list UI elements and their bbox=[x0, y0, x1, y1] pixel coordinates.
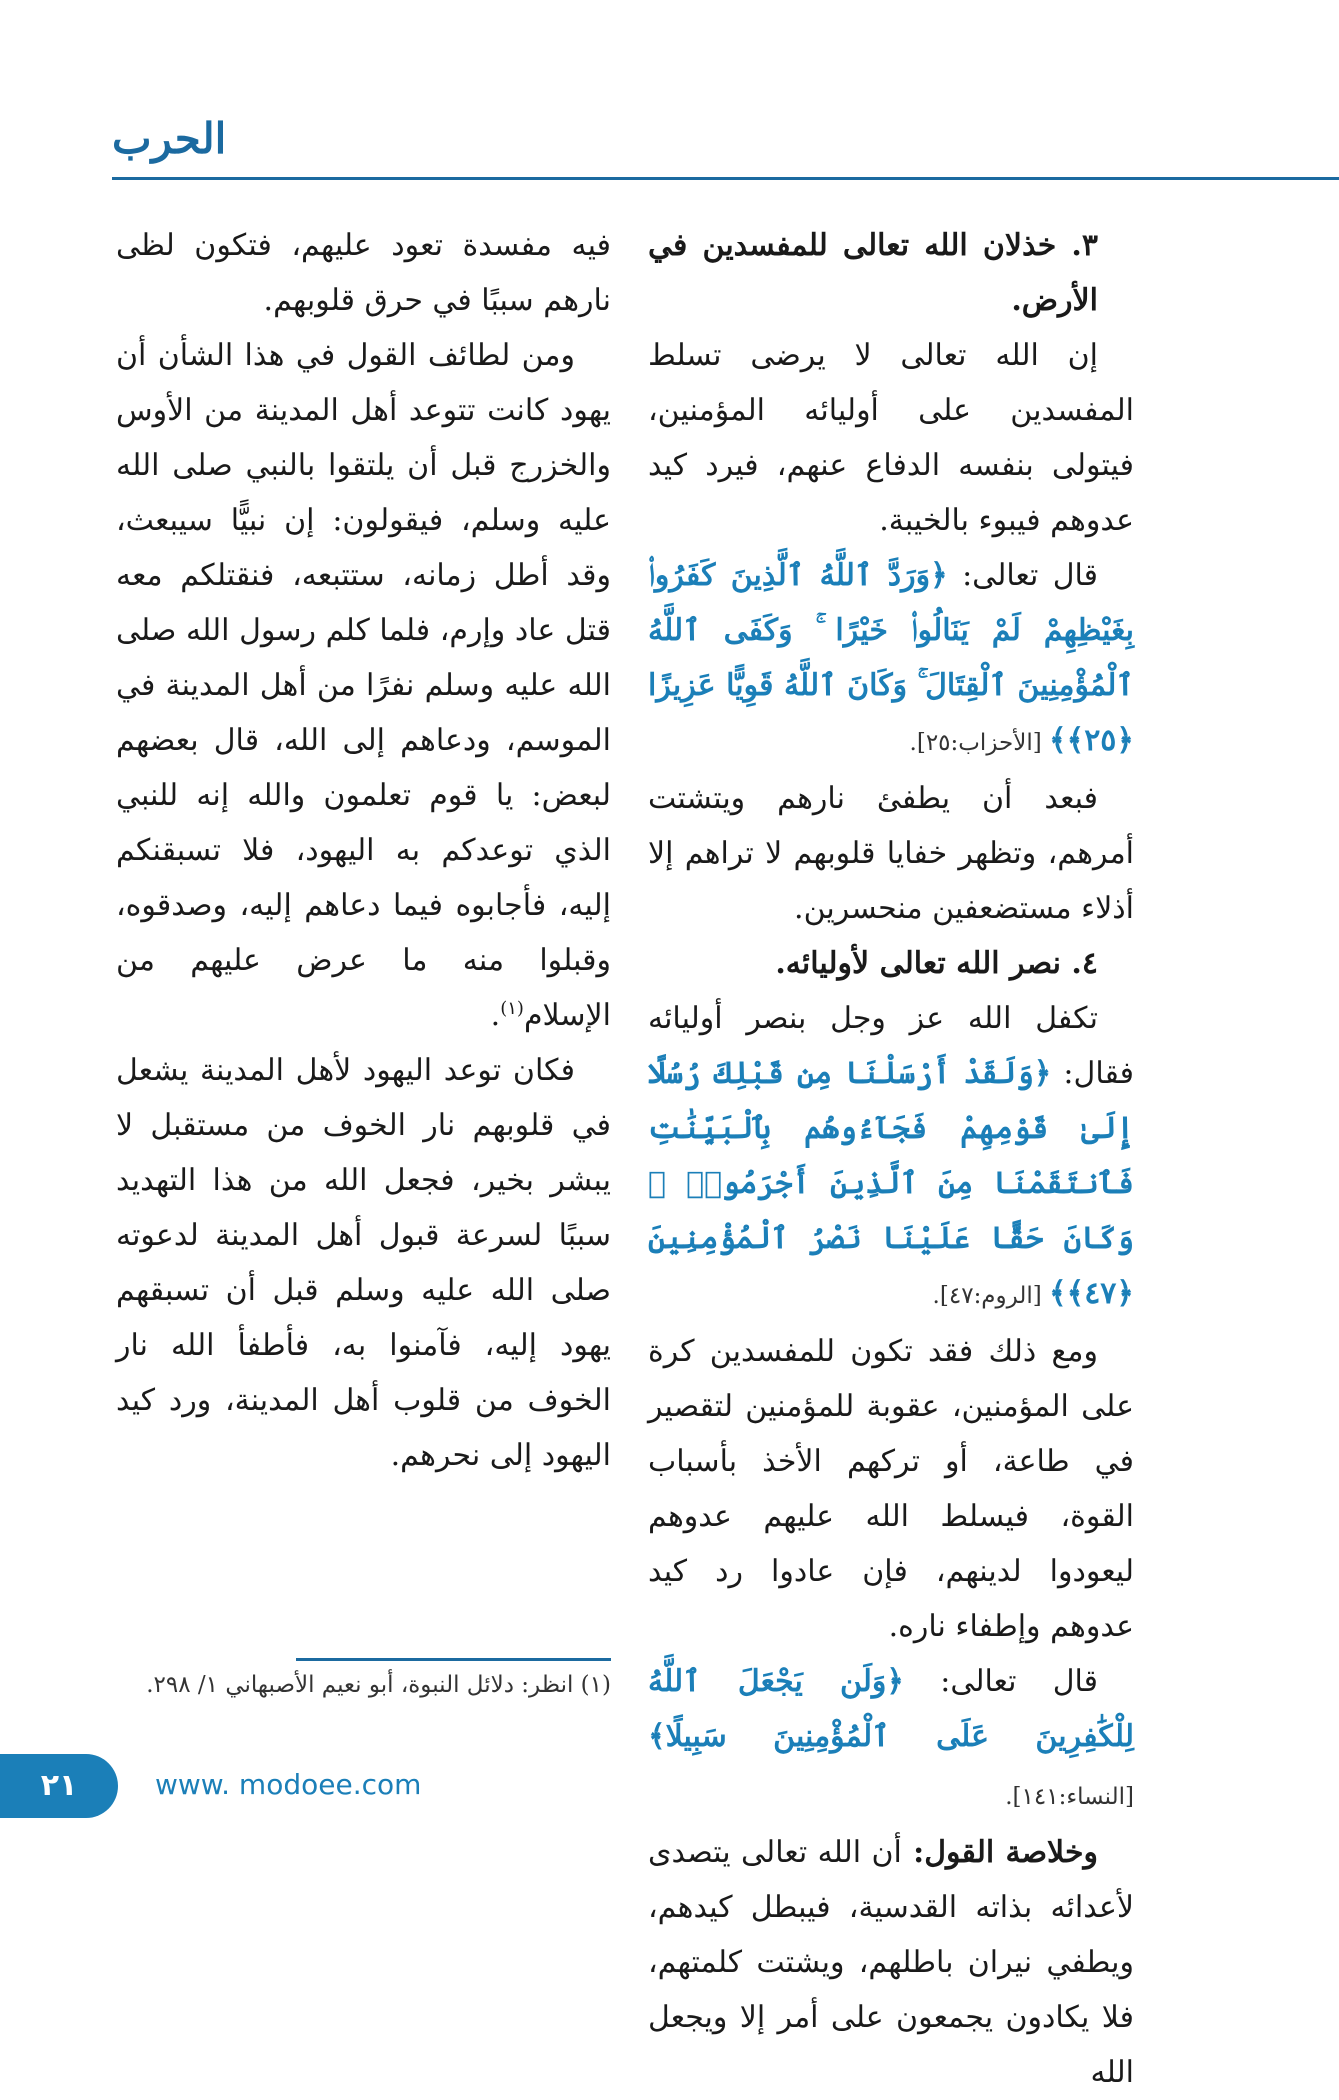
verse-intro: قال تعالى: bbox=[947, 558, 1098, 593]
continued-paragraph: فيه مفسدة تعود عليهم، فتكون لظى نارهم سببًا في حرق قلوبهم. bbox=[116, 228, 611, 318]
paragraph-5: ومع ذلك فقد تكون للمفسدين كرة على المؤمنين، عقوبة للمؤمنين لتقصير في طاعة، أو تركهم الأخذ بأسباب القوة، فيسلط الله عليهم عدوهم ليعودوا لدينهم، فإن عادوا رد كيد عدوهم وإطفاء ناره. bbox=[648, 1334, 1134, 1644]
summary-text: أن الله تعالى يتصدى لأعدائه بذاته القدسية، فيبطل كيدهم، ويطفي نيران باطلهم، ويشتت كلمتهم، فلا يكادون يجمعون على أمر إلا ويجعل الله bbox=[648, 1835, 1134, 2090]
quran-verse-ahzab: ﴿وَرَدَّ ٱللَّهُ ٱلَّذِينَ كَفَرُوا۟ بِغَيْظِهِمْ لَمْ يَنَالُوا۟ خَيْرًا ۚ وَكَفَى ٱللَّهُ ٱلْمُؤْمِنِينَ ٱلْقِتَالَ ۚ وَكَانَ ٱللَّهُ قَوِيًّا عَزِيزًا ﴿٢٥﴾﴾ bbox=[648, 558, 1134, 758]
header-divider bbox=[112, 177, 1339, 180]
footnote-divider bbox=[296, 1658, 611, 1661]
paragraph-verse-2 bbox=[648, 991, 1134, 1324]
right-column bbox=[648, 218, 1134, 2100]
paragraph-end-mark: . bbox=[490, 998, 501, 1033]
verse-reference: [الأحزاب:٢٥]. bbox=[909, 730, 1050, 756]
summary-label: وخلاصة القول: bbox=[901, 1835, 1098, 1870]
verse-reference: [النساء:١٤١]. bbox=[1005, 1784, 1134, 1810]
left-column bbox=[116, 218, 611, 1483]
paragraph-jews-text: ومن لطائف القول في هذا الشأن أن يهود كانت تتوعد أهل المدينة من الأوس والخزرج قبل أن يلتقوا بالنبي صلى الله عليه وسلم، فيقولون: إن نبيًّا سيبعث، وقد أطل زمانه، ستتبعه، فنقتلكم معه قتل عاد وإرم، فلما كلم رسول الله صلى الله عليه وسلم نفرًا من أهل المدينة في الموسم، ودعاهم إلى الله، قال بعضهم لبعض: يا قوم تعلمون والله إنه للنبي الذي توعدكم به اليهود، فلا تسبقنكم إليه، فأجابوه فيما دعاهم إليه، وصدقوه، وقبلوا منه ما عرض عليهم من الإسلام bbox=[116, 338, 611, 1033]
paragraph-3: فبعد أن يطفئ نارهم ويتشتت أمرهم، وتظهر خفايا قلوبهم لا تراهم إلا أذلاء مستضعفين منحسرين. bbox=[648, 781, 1134, 926]
footnote-text: (١) انظر: دلائل النبوة، أبو نعيم الأصبهاني ١/ ٢٩٨. bbox=[146, 1672, 611, 1698]
page-number-badge: ٢١ bbox=[0, 1754, 118, 1818]
paragraph-verse-3 bbox=[648, 1654, 1134, 1825]
paragraph-1: إن الله تعالى لا يرضى تسلط المفسدين على أوليائه المؤمنين، فيتولى بنفسه الدفاع عنهم، فيرد كيد عدوهم فيبوء بالخيبة. bbox=[648, 338, 1134, 538]
paragraph-verse-1 bbox=[648, 548, 1134, 771]
paragraph-summary bbox=[648, 1825, 1134, 2100]
footnote-marker[interactable]: (١) bbox=[500, 998, 524, 1019]
verse-intro: قال تعالى: bbox=[904, 1664, 1098, 1699]
section-heading-4: ٤. نصر الله تعالى لأوليائه. bbox=[775, 946, 1098, 981]
verse-reference: [الروم:٤٧]. bbox=[932, 1283, 1050, 1309]
paragraph-4-text: تكفل الله عز وجل بنصر أوليائه فقال: bbox=[648, 1001, 1134, 1091]
section-heading-3: ٣. خذلان الله تعالى للمفسدين في الأرض. bbox=[648, 228, 1098, 318]
quran-verse-rum: ﴿وَلَقَدْ أَرْسَلْنَا مِن قَبْلِكَ رُسُلًا إِلَىٰ قَوْمِهِمْ فَجَآءُوهُم بِٱلْبَيِّنَٰتِ فَٱنتَقَمْنَا مِنَ ٱلَّذِينَ أَجْرَمُوا۟ ۖ وَكَانَ حَقًّا عَلَيْنَا نَصْرُ ٱلْمُؤْمِنِينَ ﴿٤٧﴾﴾ bbox=[648, 1056, 1134, 1311]
page-header-title: الحرب bbox=[112, 114, 227, 163]
paragraph-jews-story bbox=[116, 328, 611, 1043]
quran-verse-nisa: ﴿وَلَن يَجْعَلَ ٱللَّهُ لِلْكَٰفِرِينَ عَلَى ٱلْمُؤْمِنِينَ سَبِيلًا﴾ bbox=[648, 1664, 1134, 1754]
paragraph-conclusion: فكان توعد اليهود لأهل المدينة يشعل في قلوبهم نار الخوف من مستقبل لا يبشر بخير، فجعل الله من هذا التهديد سببًا لسرعة قبول أهل المدينة لدعوته صلى الله عليه وسلم قبل أن تسبقهم يهود إليه، فآمنوا به، فأطفأ الله نار الخوف من قلوب أهل المدينة، ورد كيد اليهود إلى نحرهم. bbox=[116, 1053, 611, 1473]
website-link[interactable]: www. modoee.com bbox=[155, 1768, 422, 1801]
